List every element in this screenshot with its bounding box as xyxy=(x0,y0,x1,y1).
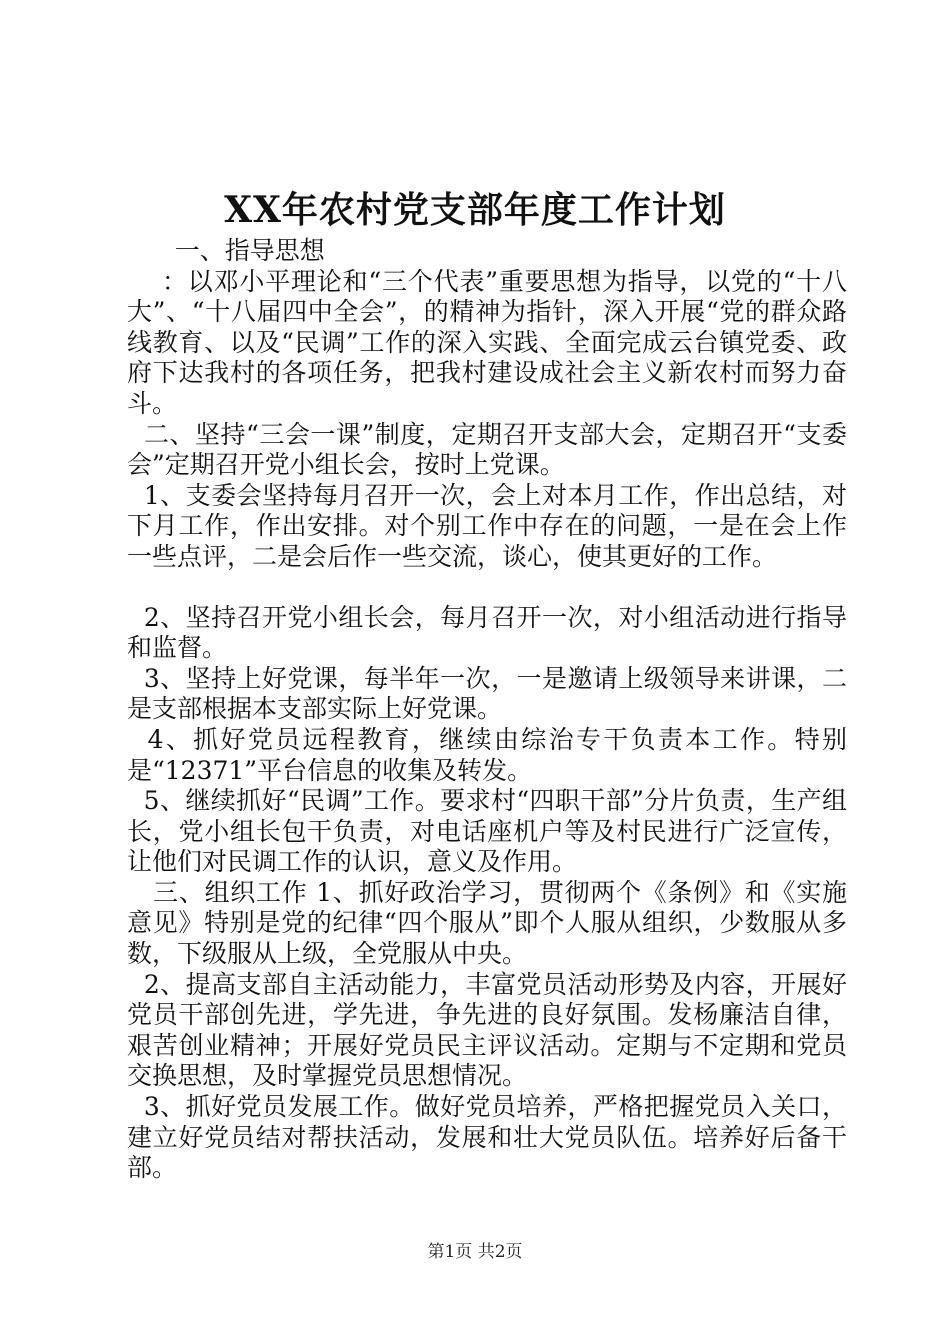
section-heading-guiding-ideology: 一、指导思想 xyxy=(127,236,325,265)
paragraph-item-3: 3、坚持上好党课，每半年一次，一是邀请上级领导来讲课，二是支部根据本支部实际上好党课。 xyxy=(127,663,847,724)
paragraph-guiding-ideology: ：以邓小平理论和“三个代表”重要思想为指导，以党的“十八大”、“十八届四中全会”，的精神为指针，深入开展“党的群众路线教育、以及“民调”工作的深入实践、全面完成云台镇党委、政府下达我村的各项任务，把我村建设成社会主义新农村而努力奋斗。 xyxy=(127,266,847,418)
paragraph-section-two: 二、坚持“三会一课”制度，定期召开支部大会，定期召开“支委会”定期召开党小组长会，按时上党课。 xyxy=(127,419,847,480)
paragraph-item-4: 4、抓好党员远程教育，继续由综治专干负责本工作。特别是“12371”平台信息的收集及转发。 xyxy=(127,724,847,785)
paragraph-item-5: 5、继续抓好“民调”工作。要求村“四职干部”分片负责，生产组长，党小组长包干负责，对电话座机户等及村民进行广泛宣传，让他们对民调工作的认识，意义及作用。 xyxy=(127,786,847,877)
page-number-footer: 第1页 共2页 xyxy=(427,1242,523,1262)
document-title: XX年农村党支部年度工作计划 xyxy=(224,189,726,231)
paragraph-item-2: 2、坚持召开党小组长会，每月召开一次，对小组活动进行指导和监督。 xyxy=(127,602,847,663)
paragraph-org-item-3: 3、抓好党员发展工作。做好党员培养，严格把握党员入关口，建立好党员结对帮扶活动，发展和壮大党员队伍。培养好后备干部。 xyxy=(127,1092,847,1183)
paragraph-section-three: 三、组织工作 1、抓好政治学习，贯彻两个《条例》和《实施意见》特别是党的纪律“四个服从”即个人服从组织，少数服从多数，下级服从上级，全党服从中央。 xyxy=(127,877,848,969)
paragraph-item-1: 1、支委会坚持每月召开一次，会上对本月工作，作出总结，对下月工作，作出安排。对个别工作中存在的问题，一是在会上作一些点评，二是会后作一些交流，谈心，使其更好的工作。 xyxy=(127,480,847,571)
document-body xyxy=(127,236,847,1184)
paragraph-org-item-2: 2、提高支部自主活动能力，丰富党员活动形势及内容，开展好党员干部创先进，学先进，争先进的良好氛围。发杨廉洁自律，艰苦创业精神；开展好党员民主评议活动。定期与不定期和党员交换思想，及时掌握党员思想情况。 xyxy=(127,969,847,1091)
